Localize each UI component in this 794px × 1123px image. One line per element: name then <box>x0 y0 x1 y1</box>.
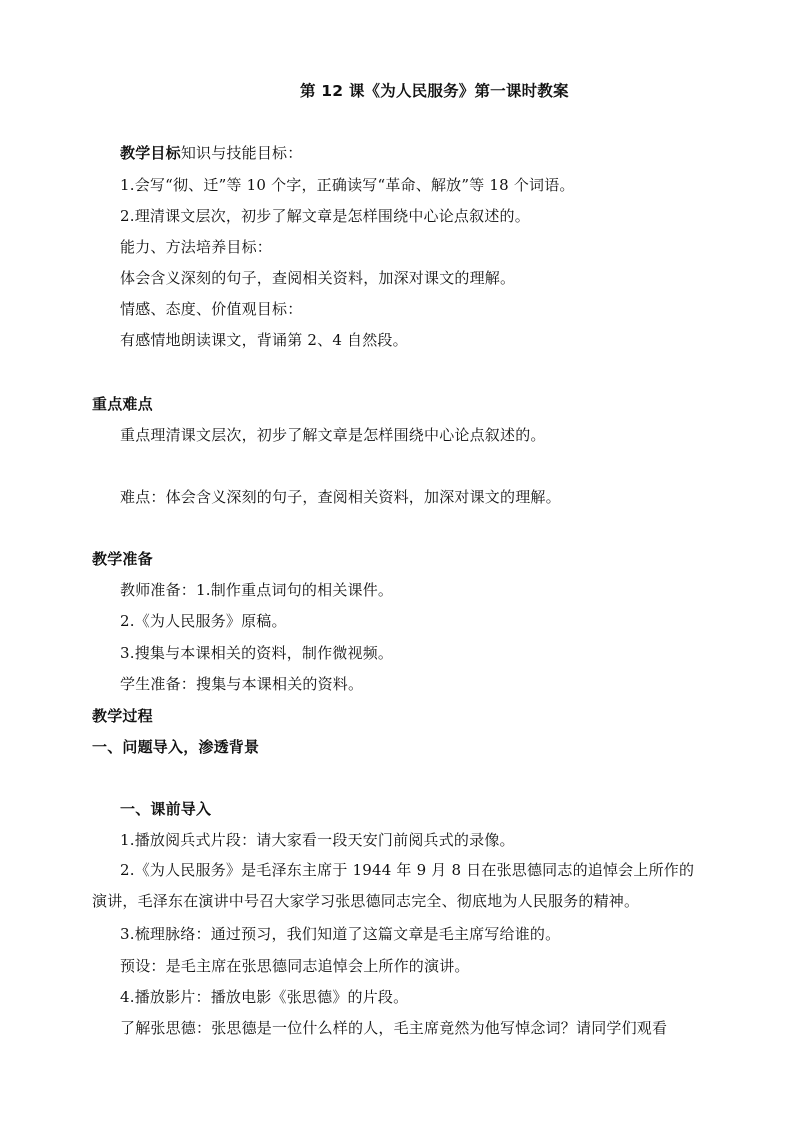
objective-item: 有感情地朗读课文，背诵第 2、4 自然段。 <box>120 331 408 349</box>
objective-item: 2.理清课文层次，初步了解文章是怎样围绕中心论点叙述的。 <box>120 207 530 225</box>
objective-subheading: 能力、方法培养目标： <box>120 238 273 256</box>
process-line: 1.播放阅兵式片段：请大家看一段天安门前阅兵式的录像。 <box>120 831 515 849</box>
page-title: 第 12 课《为人民服务》第一课时教案 <box>300 82 569 100</box>
objective-item: 1.会写“彻、迁”等 10 个字，正确读写“革命、解放”等 18 个词语。 <box>120 176 575 194</box>
preparation-heading: 教学准备 <box>92 550 153 568</box>
process-subheading: 一、课前导入 <box>120 800 212 818</box>
preparation-item: 3.搜集与本课相关的资料，制作微视频。 <box>120 644 394 662</box>
objective-item: 体会含义深刻的句子，查阅相关资料，加深对课文的理解。 <box>120 269 516 287</box>
process-line: 了解张思德：张思德是一位什么样的人，毛主席竟然为他写悼念词？请同学们观看 <box>120 1019 668 1037</box>
preparation-item: 学生准备：搜集与本课相关的资料。 <box>120 675 364 693</box>
process-line: 预设：是毛主席在张思德同志追悼会上所作的演讲。 <box>120 957 470 975</box>
objectives-heading <box>120 143 302 163</box>
process-line: 2.《为人民服务》是毛泽东主席于 1944 年 9 月 8 日在张思德同志的追悼会上所作的 <box>120 861 695 879</box>
process-line: 4.播放影片：播放电影《张思德》的片段。 <box>120 988 409 1006</box>
process-section-heading: 一、问题导入，渗透背景 <box>92 738 260 756</box>
key-point-difficulty: 难点：体会含义深刻的句子，查阅相关资料，加深对课文的理解。 <box>120 488 561 506</box>
key-points-heading: 重点难点 <box>92 395 153 413</box>
key-point-focus: 重点理清课文层次，初步了解文章是怎样围绕中心论点叙述的。 <box>120 426 546 444</box>
preparation-item: 2.《为人民服务》原稿。 <box>120 612 287 630</box>
objectives-heading-bold: 教学目标 <box>120 144 181 162</box>
process-heading: 教学过程 <box>92 707 153 725</box>
process-line: 3.梳理脉络：通过预习，我们知道了这篇文章是毛主席写给谁的。 <box>120 925 561 943</box>
objective-subheading: 情感、态度、价值观目标： <box>120 300 303 318</box>
process-line: 演讲，毛泽东在演讲中号召大家学习张思德同志完全、彻底地为人民服务的精神。 <box>92 892 640 910</box>
preparation-item: 教师准备：1.制作重点词句的相关课件。 <box>120 581 394 599</box>
objectives-heading-rest: 知识与技能目标： <box>180 144 303 162</box>
